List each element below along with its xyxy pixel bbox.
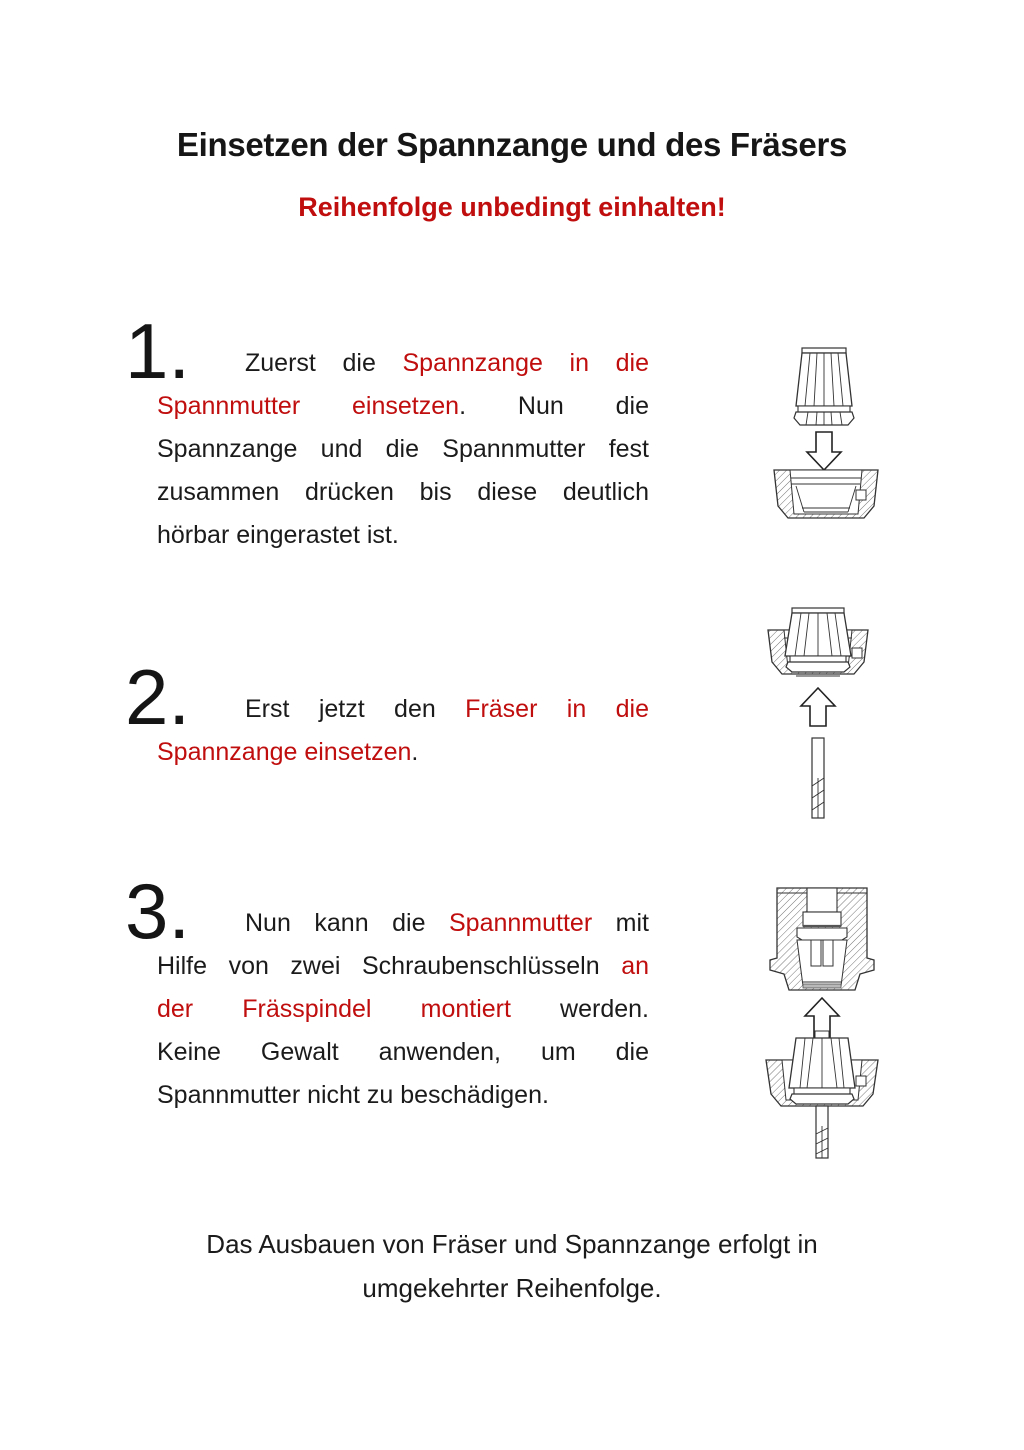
body-text: Spannzange und die Spannmutter fest [157,435,649,463]
step3-figure-svg [752,880,884,1170]
text-line [157,385,649,428]
body-text: . Nun die [459,392,650,420]
text-line [157,428,649,471]
step-2-number: 2. [125,653,191,741]
text-line [157,342,649,385]
body-text: Keine Gewalt anwenden, um die [157,1038,649,1066]
body-text: Nun kann die [245,909,449,937]
collet-drawing [794,348,854,425]
body-text: zusammen drücken bis diese deutlich [157,478,649,506]
highlighted-text: Spannzange einsetzen [157,738,412,766]
step1-figure [768,340,884,540]
footer-line-2: umgekehrter Reihenfolge. [362,1273,662,1303]
step-1-text [157,342,649,557]
nut-collet-cutter-drawing [766,1031,878,1158]
step-3 [125,867,649,1117]
text-line [157,688,649,731]
clamping-nut-drawing [774,470,878,518]
page-title: Einsetzen der Spannzange und des Fräsers [176,126,848,163]
page-subtitle: Reihenfolge unbedingt einhalten! [298,192,726,222]
text-line [157,471,649,514]
body-text: werden. [510,995,649,1023]
highlighted-text: Spannmutter [449,909,593,937]
collet-in-nut-drawing [768,608,868,676]
text-line [157,902,649,945]
step-1-number: 1. [125,307,191,395]
body-text: . [411,738,419,766]
step-2 [125,653,649,774]
text-line [157,945,649,988]
highlighted-text: Fräser in die [465,695,649,723]
arrow-down-icon [807,432,841,470]
highlighted-text: der Frässpindel montiert [157,995,511,1023]
footer-line-1: Das Ausbauen von Fräser und Spannzange erfolgt in [206,1229,818,1259]
step2-figure-svg [760,598,880,836]
text-line [157,1031,649,1074]
step2-figure [760,598,880,836]
text-line [157,731,649,774]
footer-note [0,1222,1024,1310]
text-line [157,1074,649,1117]
end-mill-drawing [812,738,824,818]
step3-figure [752,880,884,1170]
body-text: hörbar eingerastet ist. [157,521,399,549]
highlighted-text: Spannmutter einsetzen [157,392,460,420]
text-line [157,988,649,1031]
step-3-number: 3. [125,867,191,955]
text-line [157,514,649,557]
milling-spindle-drawing [770,888,874,990]
step-2-text [157,688,649,774]
highlighted-text: an [621,952,649,980]
arrow-up-icon [801,688,835,726]
step1-figure-svg [768,340,884,540]
body-text: Zuerst die [245,349,403,377]
step-1 [125,307,650,557]
body-text: mit [592,909,649,937]
body-text: Spannmutter nicht zu beschädigen. [157,1081,549,1109]
highlighted-text: Spannzange in die [402,349,649,377]
body-text: Hilfe von zwei Schraubenschlüsseln [157,952,622,980]
step-3-text [157,902,649,1117]
body-text: Erst jetzt den [245,695,466,723]
